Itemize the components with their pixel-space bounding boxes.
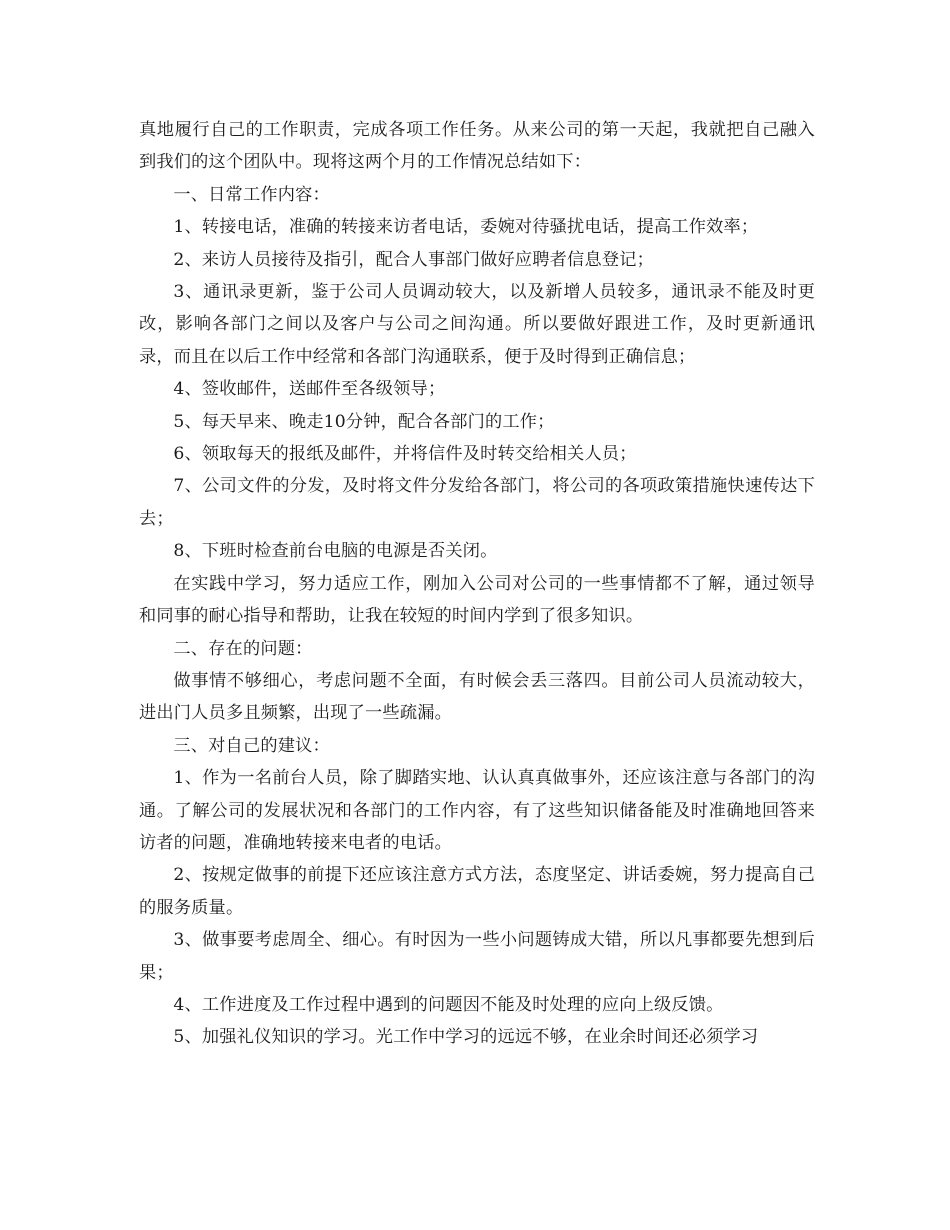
list-item-directory-update: 3、通讯录更新，鉴于公司人员调动较大，以及新增人员较多，通讯录不能及时更改，影响各部门之间以及客户与公司之间沟通。所以要做好跟进工作，及时更新通讯录，而且在以后工作中经常和各部门沟通联系，便于及时得到正确信息；	[139, 282, 815, 367]
list-item-visitor-reception: 2、来访人员接待及指引，配合人事部门做好应聘者信息登记；	[173, 249, 654, 270]
list-item-suggestion-4: 4、工作进度及工作过程中遇到的问题因不能及时处理的应向上级反馈。	[173, 994, 724, 1015]
list-item-suggestion-2: 2、按规定做事的前提下还应该注意方式方法，态度坚定、讲话委婉，努力提高自己的服务质量。	[139, 865, 815, 918]
heading-problems: 二、存在的问题：	[173, 638, 313, 659]
list-item-suggestion-3: 3、做事要考虑周全、细心。有时因为一些小问题铸成大错，所以凡事都要先想到后果；	[139, 930, 815, 983]
paragraph-problems: 做事情不够细心，考虑问题不全面，有时候会丢三落四。目前公司人员流动较大，进出门人员多且频繁，出现了一些疏漏。	[139, 670, 815, 724]
list-item-early-arrival: 5、每天早来、晚走10分钟，配合各部门的工作；	[173, 411, 555, 432]
paragraph-learning: 在实践中学习，努力适应工作，刚加入公司对公司的一些事情都不了解，通过领导和同事的耐心指导和帮助，让我在较短的时间内学到了很多知识。	[139, 573, 815, 627]
paragraph-intro-continued: 真地履行自己的工作职责，完成各项工作任务。从来公司的第一天起，我就把自己融入到我们的这个团队中。现将这两个月的工作情况总结如下：	[139, 120, 815, 173]
list-item-suggestion-5: 5、加强礼仪知识的学习。光工作中学习的远远不够，在业余时间还必须学习	[173, 1027, 759, 1048]
list-item-newspapers: 6、领取每天的报纸及邮件，并将信件及时转交给相关人员；	[173, 444, 637, 465]
list-item-phone-transfer: 1、转接电话，准确的转接来访者电话，委婉对待骚扰电话，提高工作效率；	[173, 217, 759, 238]
heading-daily-work: 一、日常工作内容：	[173, 184, 330, 205]
list-item-power-check: 8、下班时检查前台电脑的电源是否关闭。	[173, 541, 498, 562]
heading-suggestions: 三、对自己的建议：	[173, 735, 330, 756]
document-body	[139, 114, 815, 1054]
list-item-document-distribution: 7、公司文件的分发，及时将文件分发给各部门，将公司的各项政策措施快速传达下去；	[139, 476, 815, 529]
list-item-suggestion-1: 1、作为一名前台人员，除了脚踏实地、认认真真做事外，还应该注意与各部门的沟通。了解公司的发展状况和各部门的工作内容，有了这些知识储备能及时准确地回答来访者的问题，准确地转接来电者的电话。	[139, 768, 815, 853]
list-item-mail-signing: 4、签收邮件，送邮件至各级领导；	[173, 379, 446, 400]
